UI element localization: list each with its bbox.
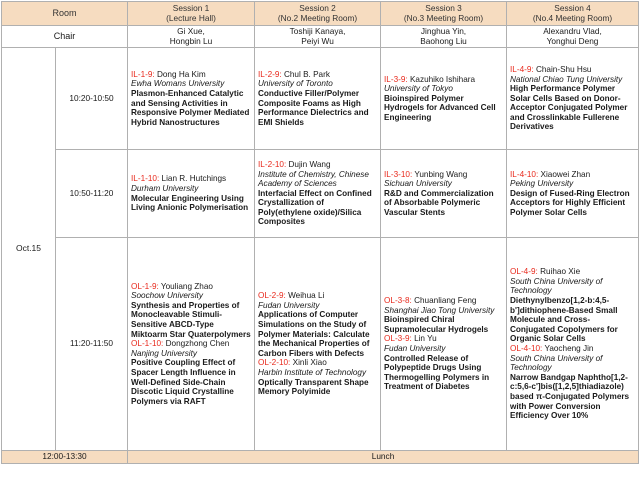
session-3-name: Session 3 xyxy=(425,2,462,13)
talk-code: IL-1-9: xyxy=(131,69,155,79)
speaker-line xyxy=(131,339,251,349)
talk-code: OL-1-10: xyxy=(131,339,164,349)
session-1-room: (Lecture Hall) xyxy=(166,12,216,23)
speaker-line xyxy=(258,160,377,170)
talk-code: IL-3-9: xyxy=(384,74,408,84)
talk-title: Plasmon-Enhanced Catalytic and Sensing Activities in Responsive Polymer Mediated Hybrid Nanostructures xyxy=(131,88,250,127)
speaker-line xyxy=(258,358,377,368)
talk-entry xyxy=(384,75,503,123)
talk-code: OL-4-10: xyxy=(510,344,543,353)
speaker-affiliation: Peking University xyxy=(510,179,574,189)
talk-title: Narrow Bandgap Naphtho[1,2-c:5,6-c']bis([1,2,5]thiadiazole) based π-Conjugated Polymers with Power Conversion Efficiency Over 10% xyxy=(510,372,630,421)
lunch-time: 12:00-13:30 xyxy=(2,451,128,464)
chair-name: Gi Xue, xyxy=(177,25,205,36)
speaker-affiliation: South China University of Technology xyxy=(510,276,603,296)
talk-entry xyxy=(131,339,251,406)
speaker-name: Chuanliang Feng xyxy=(414,296,477,306)
speaker-line xyxy=(384,296,503,306)
talk-code: OL-2-10: xyxy=(258,358,291,368)
talk-entry xyxy=(131,70,251,128)
session-4-name: Session 4 xyxy=(554,2,591,13)
talk-title: Positive Coupling Effect of Spacer Length Influence in Well-Defined Side-Chain Discotic Liquid Crystalline Polymers via RAFT xyxy=(131,358,236,406)
schedule-table xyxy=(1,1,639,464)
talk-cell xyxy=(128,238,255,451)
chair-session-4 xyxy=(507,26,639,48)
speaker-affiliation: Fudan University xyxy=(384,344,446,353)
speaker-name: Weihua Li xyxy=(288,291,325,301)
session-2-name: Session 2 xyxy=(299,2,336,13)
talk-cell xyxy=(255,150,381,238)
speaker-line xyxy=(384,170,503,180)
speaker-line xyxy=(510,170,635,180)
chair-name: Peiyi Wu xyxy=(301,35,334,46)
speaker-name: Chain-Shu Hsu xyxy=(535,64,592,74)
talk-title: High Performance Polymer Solar Cells Based on Donor-Acceptor Conjugated Polymer and Crosslinkable Fullerene Derivatives xyxy=(510,84,628,132)
slot-row xyxy=(2,48,639,150)
talk-entry xyxy=(510,170,635,218)
chair-session-3 xyxy=(381,26,507,48)
session-3-header xyxy=(381,2,507,26)
speaker-name: Xinli Xiao xyxy=(292,358,327,368)
speaker-affiliation: Harbin Institute of Technology xyxy=(258,367,367,377)
header-row xyxy=(2,2,639,26)
talk-code: IL-2-10: xyxy=(258,159,287,169)
talk-cell xyxy=(381,150,507,238)
talk-cell xyxy=(381,238,507,451)
talk-entry xyxy=(384,296,503,334)
speaker-line xyxy=(510,267,635,277)
talk-entry xyxy=(131,174,251,212)
talk-entry xyxy=(510,344,635,421)
speaker-line xyxy=(384,75,503,85)
talk-title: Molecular Engineering Using Living Anionic Polymerisation xyxy=(131,193,249,213)
talk-cell xyxy=(128,48,255,150)
chair-name: Yonghui Deng xyxy=(546,35,599,46)
talk-code: IL-4-9: xyxy=(510,64,534,74)
speaker-line xyxy=(510,65,635,75)
talk-cell xyxy=(255,48,381,150)
talk-code: IL-3-10: xyxy=(384,169,413,179)
talk-title: Controlled Release of Polypeptide Drugs Using Thermogelling Polymers in Treatment of Diabetes xyxy=(384,353,490,392)
talk-title: Diethynylbenzo[1,2-b:4,5-b']dithiophene-Based Small Molecule and Cross-Conjugated Copolymers for Organic Solar Cells xyxy=(510,296,618,344)
chair-name: Alexandru Vlad, xyxy=(543,25,602,36)
speaker-name: Yaocheng Jin xyxy=(544,344,594,353)
speaker-name: Yunbing Wang xyxy=(414,169,468,179)
speaker-affiliation: Ewha Womans University xyxy=(131,79,225,89)
talk-entry xyxy=(258,291,377,358)
talk-title: Interfacial Effect on Confined Crystallization of Poly(ethylene oxide)/Silica Composites xyxy=(258,188,372,227)
talk-entry xyxy=(384,334,503,392)
speaker-name: Lian R. Hutchings xyxy=(161,174,227,184)
talk-entry xyxy=(510,267,635,344)
talk-code: OL-3-8: xyxy=(384,296,412,306)
session-2-header xyxy=(255,2,381,26)
talk-code: OL-1-9: xyxy=(131,281,159,291)
chair-name: Baohong Liu xyxy=(420,35,467,46)
speaker-name: Lin Yu xyxy=(414,334,437,344)
session-1-name: Session 1 xyxy=(172,2,210,13)
lunch-row xyxy=(2,451,639,464)
time-slot: 10:20-10:50 xyxy=(56,48,128,150)
talk-cell xyxy=(128,150,255,238)
speaker-name: Ruihao Xie xyxy=(540,267,581,277)
speaker-line xyxy=(258,70,377,80)
talk-entry xyxy=(258,160,377,227)
speaker-name: Youliang Zhao xyxy=(160,281,213,291)
talk-cell xyxy=(507,238,639,451)
chair-label: Chair xyxy=(2,26,128,48)
slot-row xyxy=(2,238,639,451)
talk-title: Bioinspired Polymer Hydrogels for Advanced Cell Engineering xyxy=(384,93,496,122)
speaker-affiliation: Durham University xyxy=(131,183,199,193)
speaker-affiliation: Soochow University xyxy=(131,291,203,301)
chair-name: Jinghua Yin, xyxy=(420,25,467,36)
talk-title: Design of Fused-Ring Electron Acceptors for Highly Efficient Polymer Solar Cells xyxy=(510,188,630,217)
speaker-name: Dong Ha Kim xyxy=(156,69,206,79)
speaker-line xyxy=(131,70,251,80)
date-cell: Oct.15 xyxy=(2,48,56,451)
chair-name: Toshiji Kanaya, xyxy=(289,25,346,36)
speaker-name: Xiaowei Zhan xyxy=(540,169,591,179)
speaker-affiliation: South China University of Technology xyxy=(510,353,603,373)
speaker-affiliation: National Chiao Tung University xyxy=(510,74,623,84)
session-4-header xyxy=(507,2,639,26)
talk-title: R&D and Commercialization of Absorbable Polymeric Vascular Stents xyxy=(384,188,494,217)
speaker-name: Dongzhong Chen xyxy=(165,339,230,349)
talk-title: Bioinspired Chiral Supramolecular Hydrogels xyxy=(384,315,489,334)
talk-entry xyxy=(384,170,503,218)
speaker-affiliation: Nanjing University xyxy=(131,348,197,358)
lunch-label: Lunch xyxy=(128,451,639,464)
talk-entry xyxy=(510,65,635,132)
speaker-line xyxy=(131,282,251,292)
session-3-room: (No.3 Meeting Room) xyxy=(403,12,484,23)
talk-code: OL-4-9: xyxy=(510,267,538,277)
speaker-name: Chul B. Park xyxy=(283,69,330,79)
speaker-name: Kazuhiko Ishihara xyxy=(409,74,476,84)
talk-code: IL-2-9: xyxy=(258,69,282,79)
time-slot: 10:50-11:20 xyxy=(56,150,128,238)
session-1-header xyxy=(128,2,255,26)
talk-title: Conductive Filler/Polymer Composite Foams as High Performance Dielectrics and EMI Shields xyxy=(258,88,369,127)
talk-cell xyxy=(255,238,381,451)
speaker-affiliation: Shanghai Jiao Tong University xyxy=(384,305,495,315)
speaker-affiliation: Sichuan University xyxy=(384,179,452,189)
speaker-affiliation: Fudan University xyxy=(258,300,320,310)
talk-title: Applications of Computer Simulations on the Study of Polymer Materials: Calculate the Mechanical Properties of Carbon Fibers with Defects xyxy=(258,310,370,358)
speaker-affiliation: University of Toronto xyxy=(258,79,333,89)
chair-name: Hongbin Lu xyxy=(169,35,213,46)
talk-cell xyxy=(381,48,507,150)
session-4-room: (No.4 Meeting Room) xyxy=(532,12,613,23)
talk-cell xyxy=(507,48,639,150)
speaker-affiliation: University of Tokyo xyxy=(384,84,453,94)
speaker-name: Dujin Wang xyxy=(288,159,331,169)
speaker-line xyxy=(510,344,635,354)
chair-session-2 xyxy=(255,26,381,48)
talk-entry xyxy=(258,70,377,128)
talk-code: OL-2-9: xyxy=(258,291,286,301)
talk-title: Optically Transparent Shape Memory Polyimide xyxy=(258,377,369,397)
talk-code: OL-3-9: xyxy=(384,334,412,344)
talk-entry xyxy=(131,282,251,340)
speaker-line xyxy=(131,174,251,184)
time-slot: 11:20-11:50 xyxy=(56,238,128,451)
talk-cell xyxy=(507,150,639,238)
speaker-line xyxy=(258,291,377,301)
room-header: Room xyxy=(2,2,128,26)
talk-code: IL-4-10: xyxy=(510,169,539,179)
speaker-line xyxy=(384,334,503,344)
talk-code: IL-1-10: xyxy=(131,174,160,184)
chair-row xyxy=(2,26,639,48)
talk-title: Synthesis and Properties of Monocleavable Stimuli-Sensitive ABCD-Type Miktoarm Star Quaterpolymers xyxy=(131,300,251,339)
session-2-room: (No.2 Meeting Room) xyxy=(277,12,358,23)
chair-session-1 xyxy=(128,26,255,48)
speaker-affiliation: Institute of Chemistry, Chinese Academy of Sciences xyxy=(258,169,369,189)
talk-entry xyxy=(258,358,377,396)
slot-row xyxy=(2,150,639,238)
